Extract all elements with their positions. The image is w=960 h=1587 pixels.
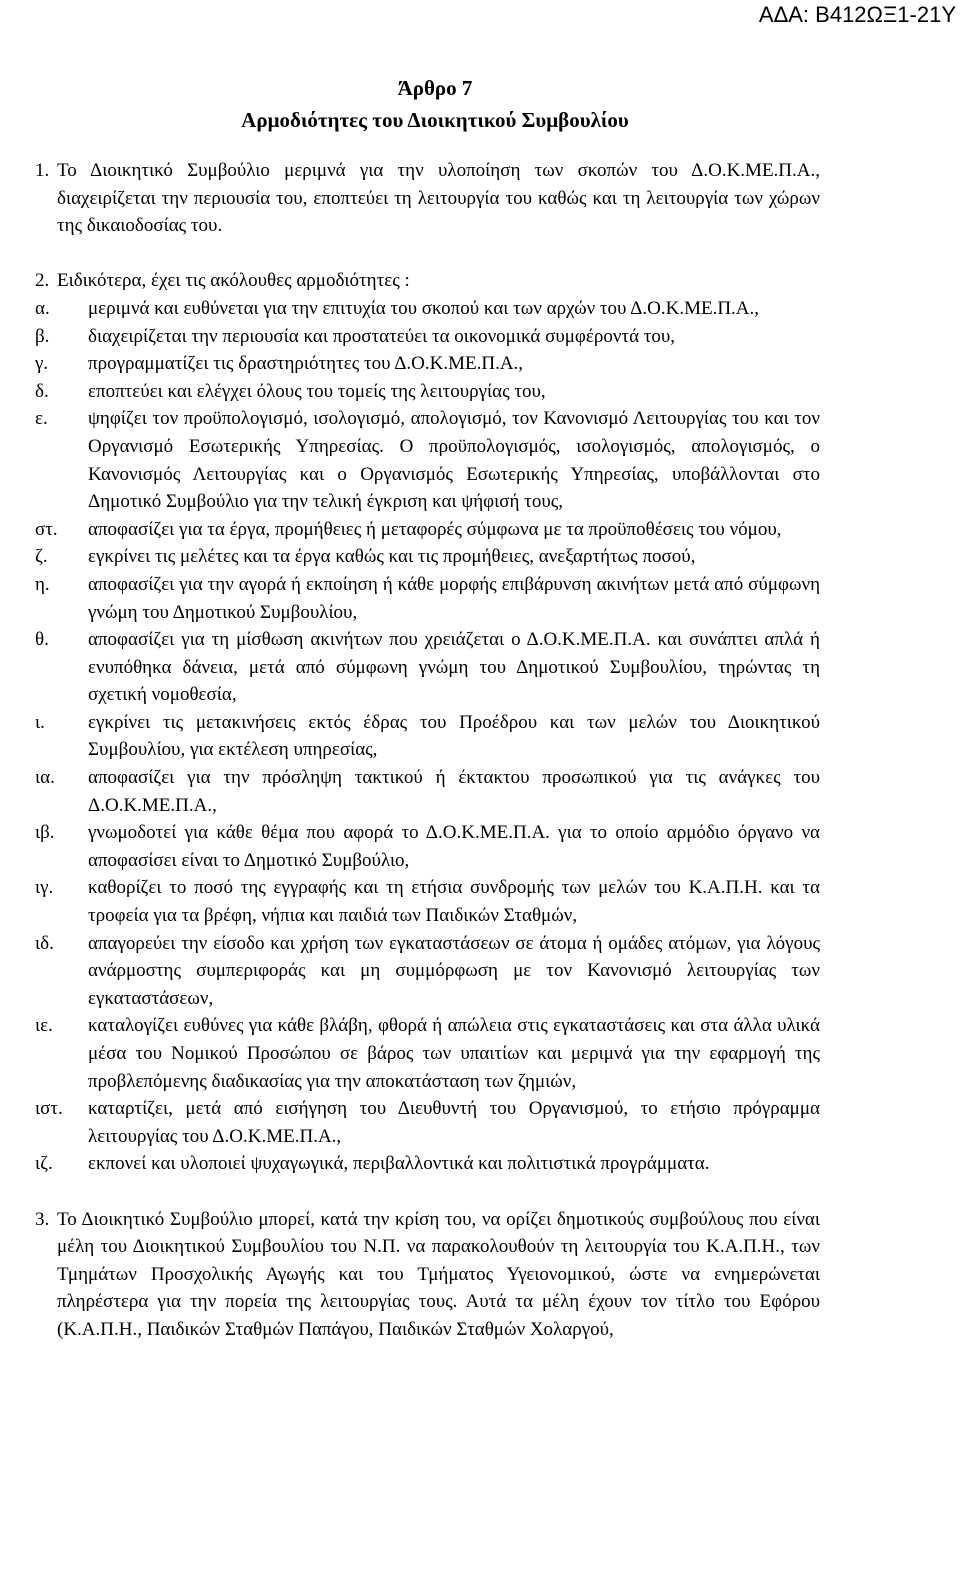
list-marker: ια.: [35, 767, 55, 789]
article-title: Αρμοδιότητες του Διοικητικού Συμβουλίου: [241, 108, 629, 132]
document-body: [35, 157, 820, 1344]
list-item: [35, 819, 820, 874]
list-item: [35, 543, 820, 571]
list-item: [35, 874, 820, 929]
list-item-text: γνωμοδοτεί για κάθε θέμα που αφορά το Δ.Ο.Κ.ΜΕ.Π.Α. για το οποίο αρμόδιο όργανο να αποφασίσει είναι το Δημοτικό Συμβούλιο,: [88, 822, 820, 871]
paragraph-number: 3.: [35, 1208, 50, 1230]
list-item: [35, 295, 820, 323]
paragraph-text: Το Διοικητικό Συμβούλιο μεριμνά για την υλοποίηση των σκοπών του Δ.Ο.Κ.ΜΕ.Π.Α., διαχειρίζεται την περιουσία του, εποπτεύει τη λειτουργία του καθώς και τη λειτουργία των χώρων της δικαιοδοσίας του.: [57, 160, 820, 237]
list-marker: ιζ.: [35, 1153, 53, 1175]
list-item-text: εποπτεύει και ελέγχει όλους του τομείς της λειτουργίας του,: [88, 380, 546, 402]
paragraph-text: Το Διοικητικό Συμβούλιο μπορεί, κατά την κρίση του, να ορίζει δημοτικούς συμβούλους που είναι μέλη του Διοικητικού Συμβουλίου του Ν.Π. να παρακολουθούν τη λειτουργία του Κ.Α.Π.Η., των Τμημάτων Προσχολικής Αγωγής και του Τμήματος Υγειονομικού, ώστε να ενημερώνεται πληρέστερα για την πορεία της λειτουργίας τους. Αυτά τα μέλη έχουν τον τίτλο του Εφόρου (Κ.Α.Π.Η., Παιδικών Σταθμών Παπάγου, Παιδικών Σταθμών Χολαργού,: [57, 1208, 820, 1340]
list-marker: η.: [35, 573, 50, 595]
list-item: [35, 323, 820, 351]
paragraph-spacer: [35, 240, 820, 268]
list-item-text: καταρτίζει, μετά από εισήγηση του Διευθυντή του Οργανισμού, το ετήσιο πρόγραμμα λειτουργίας του Δ.Ο.Κ.ΜΕ.Π.Α.,: [88, 1098, 820, 1147]
list-item: [35, 405, 820, 515]
list-item-text: μεριμνά και ευθύνεται για την επιτυχία του σκοπού και των αρχών του Δ.Ο.Κ.ΜΕ.Π.Α.,: [88, 297, 760, 319]
list-item: [35, 930, 820, 1013]
list-item-text: αποφασίζει για την πρόσληψη τακτικού ή έκτακτου προσωπικού για τις ανάγκες του Δ.Ο.Κ.ΜΕ.Π.Α.,: [88, 767, 820, 816]
list-item-text: αποφασίζει για την αγορά ή εκποίηση ή κάθε μορφής επιβάρυνση ακινήτων μετά από σύμφωνη γνώμη του Δημοτικού Συμβουλίου,: [88, 573, 820, 623]
list-item-text: εγκρίνει τις μελέτες και τα έργα καθώς και τις προμήθειες, ανεξαρτήτως ποσού,: [88, 546, 696, 568]
list-item: [35, 764, 820, 819]
list-item: [35, 350, 820, 378]
list-item: [35, 378, 820, 406]
list-marker: θ.: [35, 629, 49, 651]
list-marker: ι.: [35, 711, 45, 733]
list-item-text: ψηφίζει τον προϋπολογισμό, ισολογισμό, απολογισμό, τον Κανονισμό Λειτουργίας του και τον Οργανισμό Εσωτερικής Υπηρεσίας. Ο προϋπολογισμός, ισολογισμός, απολογισμός, ο Κανονισμός Λειτουργίας και ο Οργανισμός Εσωτερικής Υπηρεσίας, υποβάλλονται στο Δημοτικό Συμβούλιο για την τελική έγκριση και ψήφισή τους,: [88, 408, 820, 513]
paragraph-number: 2.: [35, 270, 50, 292]
paragraph-1: [35, 157, 820, 240]
list-item-text: διαχειρίζεται την περιουσία και προστατεύει τα οικονομικά συμφέροντά του,: [88, 325, 676, 347]
list-item: [35, 709, 820, 764]
article-heading: [155, 72, 715, 136]
list-item: [35, 571, 820, 626]
list-marker: ζ.: [35, 546, 48, 568]
list-marker: ιε.: [35, 1015, 53, 1037]
list-item: [35, 516, 820, 544]
list-marker: β.: [35, 325, 50, 347]
list-marker: ιστ.: [35, 1098, 63, 1120]
paragraph-text: Ειδικότερα, έχει τις ακόλουθες αρμοδιότητες :: [57, 270, 410, 292]
list-item-text: καθορίζει το ποσό της εγγραφής και τη ετήσια συνδρομής των μελών του Κ.Α.Π.Η. και τα τροφεία για τα βρέφη, νήπια και παιδιά των Παιδικών Σταθμών,: [88, 877, 820, 927]
list-marker: ιγ.: [35, 877, 54, 899]
list-item: [35, 1012, 820, 1095]
list-item-text: εγκρίνει τις μετακινήσεις εκτός έδρας του Προέδρου και των μελών του Διοικητικού Συμβουλίου, για εκτέλεση υπηρεσίας,: [88, 711, 820, 761]
list-marker: ε.: [35, 408, 48, 430]
ada-code: ΑΔΑ: Β412ΩΞ1-21Υ: [758, 2, 956, 27]
competences-list: [35, 295, 820, 1178]
paragraph-2: [35, 267, 820, 295]
list-marker: ιβ.: [35, 822, 55, 844]
paragraph-number: 1.: [35, 160, 50, 181]
paragraph-spacer: [35, 1178, 820, 1206]
paragraph-3: [35, 1206, 820, 1344]
list-marker: γ.: [35, 353, 49, 375]
list-item-text: καταλογίζει ευθύνες για κάθε βλάβη, φθορά ή απώλεια στις εγκαταστάσεις και στα άλλα υλικά μέσα του Νομικού Προσώπου σε βάρος των υπαιτίων και μεριμνά για την εφαρμογή της προβλεπόμενης διαδικασίας για την αποκατάσταση των ζημιών,: [88, 1015, 820, 1092]
list-item: [35, 1095, 820, 1150]
list-item-text: απαγορεύει την είσοδο και χρήση των εγκαταστάσεων σε άτομα ή ομάδες ατόμων, για λόγους ανάρμοστης συμπεριφοράς και μη συμμόρφωση με τον Κανονισμό λειτουργίας των εγκαταστάσεων,: [88, 932, 820, 1009]
list-marker: α.: [35, 297, 50, 319]
list-item: [35, 626, 820, 709]
list-item-text: αποφασίζει για τα έργα, προμήθειες ή μεταφορές σύμφωνα με τα προϋποθέσεις του νόμου,: [88, 518, 782, 540]
list-item-text: προγραμματίζει τις δραστηριότητες του Δ.Ο.Κ.ΜΕ.Π.Α.,: [88, 353, 524, 375]
list-item: [35, 1150, 820, 1178]
list-item-text: εκπονεί και υλοποιεί ψυχαγωγικά, περιβαλλοντικά και πολιτιστικά προγράμματα.: [88, 1153, 710, 1175]
list-marker: στ.: [35, 518, 58, 540]
list-item-text: αποφασίζει για τη μίσθωση ακινήτων που χρειάζεται ο Δ.Ο.Κ.ΜΕ.Π.Α. και συνάπτει απλά ή ενυπόθηκα δάνεια, μετά από σύμφωνη γνώμη του Δημοτικού Συμβουλίου, τηρώντας τη σχετική νομοθεσία,: [88, 629, 820, 706]
article-number: Άρθρο 7: [397, 76, 473, 100]
list-marker: δ.: [35, 380, 49, 402]
list-marker: ιδ.: [35, 932, 54, 954]
